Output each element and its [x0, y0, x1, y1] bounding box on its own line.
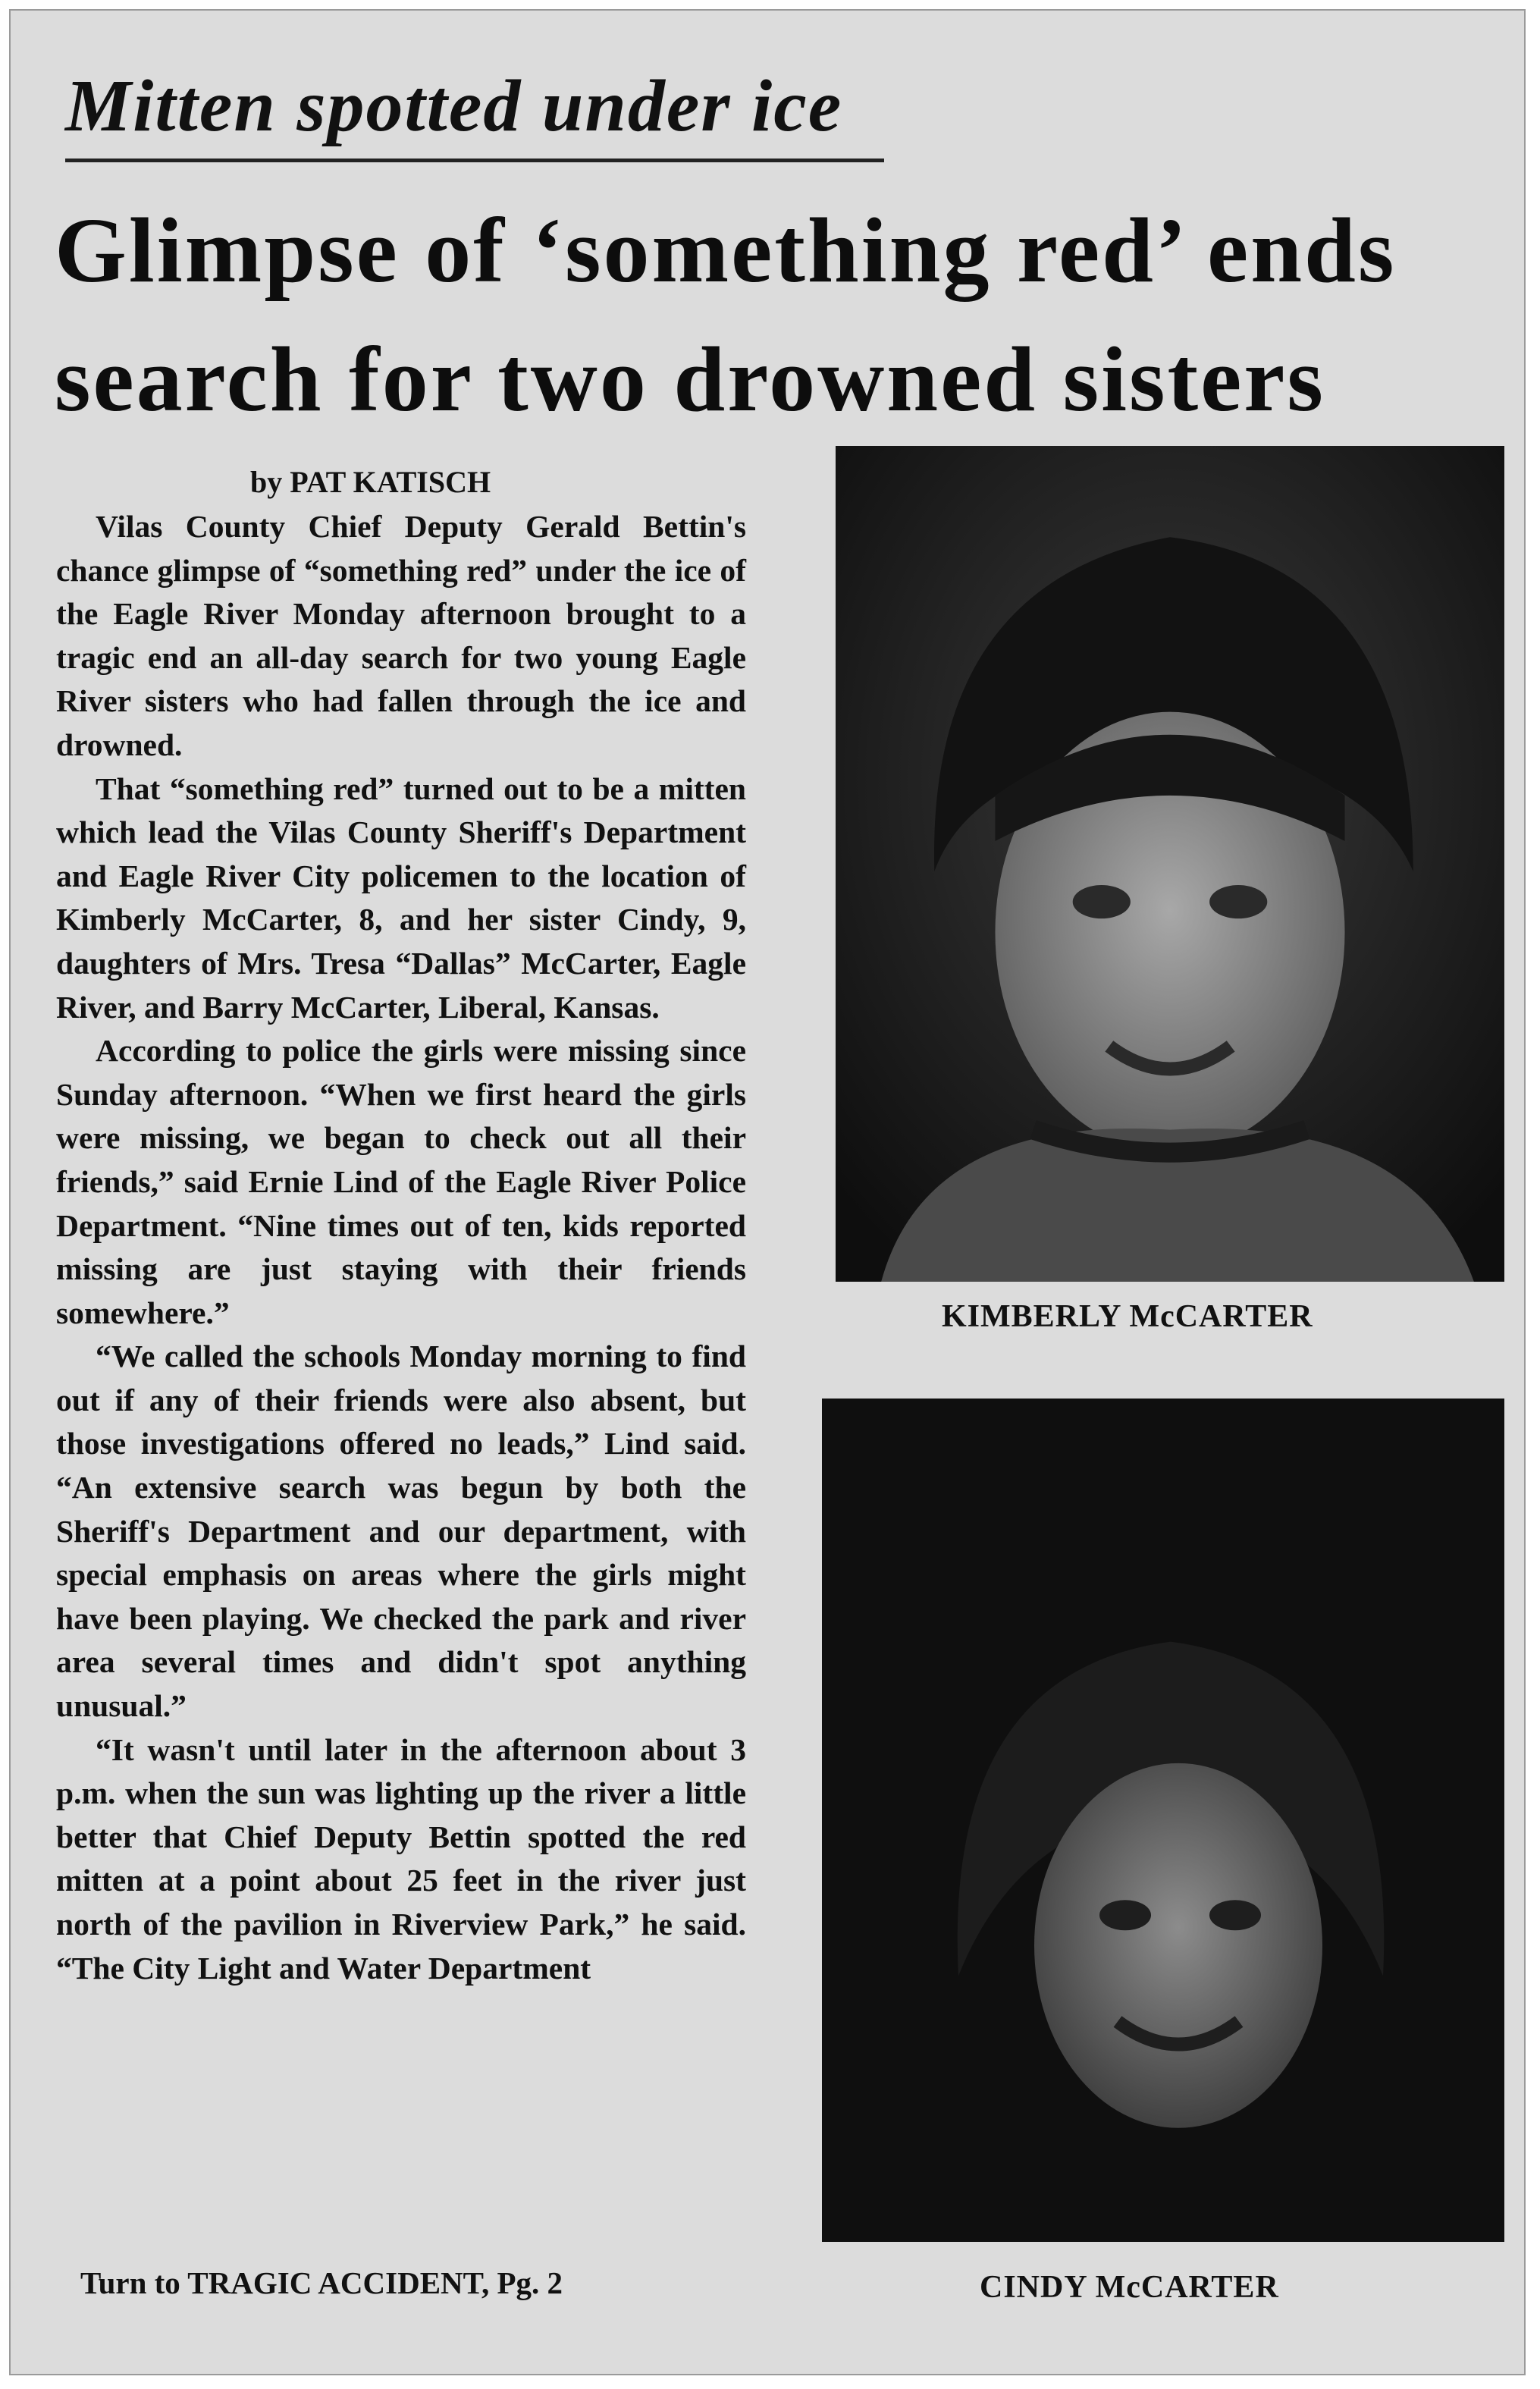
photo-cindy — [822, 1399, 1504, 2242]
jump-line: Turn to TRAGIC ACCIDENT, Pg. 2 — [80, 2265, 563, 2300]
photo-kimberly — [836, 446, 1504, 1282]
paragraph-2: That “something red” turned out to be a mitten which lead the Vilas County Sheriff's Department and Eagle River City policemen to the location of Kimberly McCarter, 8, and her sister Cindy, 9, daughters of Mrs. Tresa “Dallas” McCarter, Eagle River, and Barry McCarter, Liberal, Kansas. — [56, 771, 746, 1025]
kicker-rule — [65, 159, 884, 162]
paragraph-4: “We called the schools Monday morning to find out if any of their friends were also absent, but those investigations offered no leads,” Lind said. “An extensive search was begun by both the Sheriff's Department and our department, with special emphasis on areas where the girls might have been playing. We checked the park and river area several times and didn't spot anything unusual.” — [56, 1339, 746, 1724]
headline-line-2: search for two drowned sisters — [55, 328, 1325, 431]
caption-kimberly: KIMBERLY McCARTER — [942, 1299, 1313, 1334]
headline-line-1: Glimpse of ‘something red’ ends — [55, 199, 1397, 302]
paragraph-3: According to police the girls were missing since Sunday afternoon. “When we first heard the girls were missing, we began to check out all their friends,” said Ernie Lind of the Eagle River Police Department. “Nine times out of ten, kids reported missing are just staying with their friends somewhere.” — [56, 1033, 746, 1330]
kicker-headline: Mitten spotted under ice — [65, 65, 843, 147]
paragraph-1: Vilas County Chief Deputy Gerald Bettin's chance glimpse of “something red” under the ice of the Eagle River Monday afternoon brought to a tragic end an all-day search for two young Eagle River sisters who had fallen through the ice and drowned. — [56, 509, 746, 762]
newspaper-clipping — [9, 9, 1526, 2375]
caption-cindy: CINDY McCARTER — [980, 2270, 1279, 2305]
byline: by PAT KATISCH — [250, 465, 491, 499]
article-body — [56, 505, 746, 1990]
paragraph-5: “It wasn't until later in the afternoon about 3 p.m. when the sun was lighting up the river a little better that Chief Deputy Bettin spotted the red mitten at a point about 25 feet in the river just north of the pavilion in Riverview Park,” he said. “The City Light and Water Department — [56, 1731, 746, 1986]
main-headline — [55, 187, 1518, 444]
